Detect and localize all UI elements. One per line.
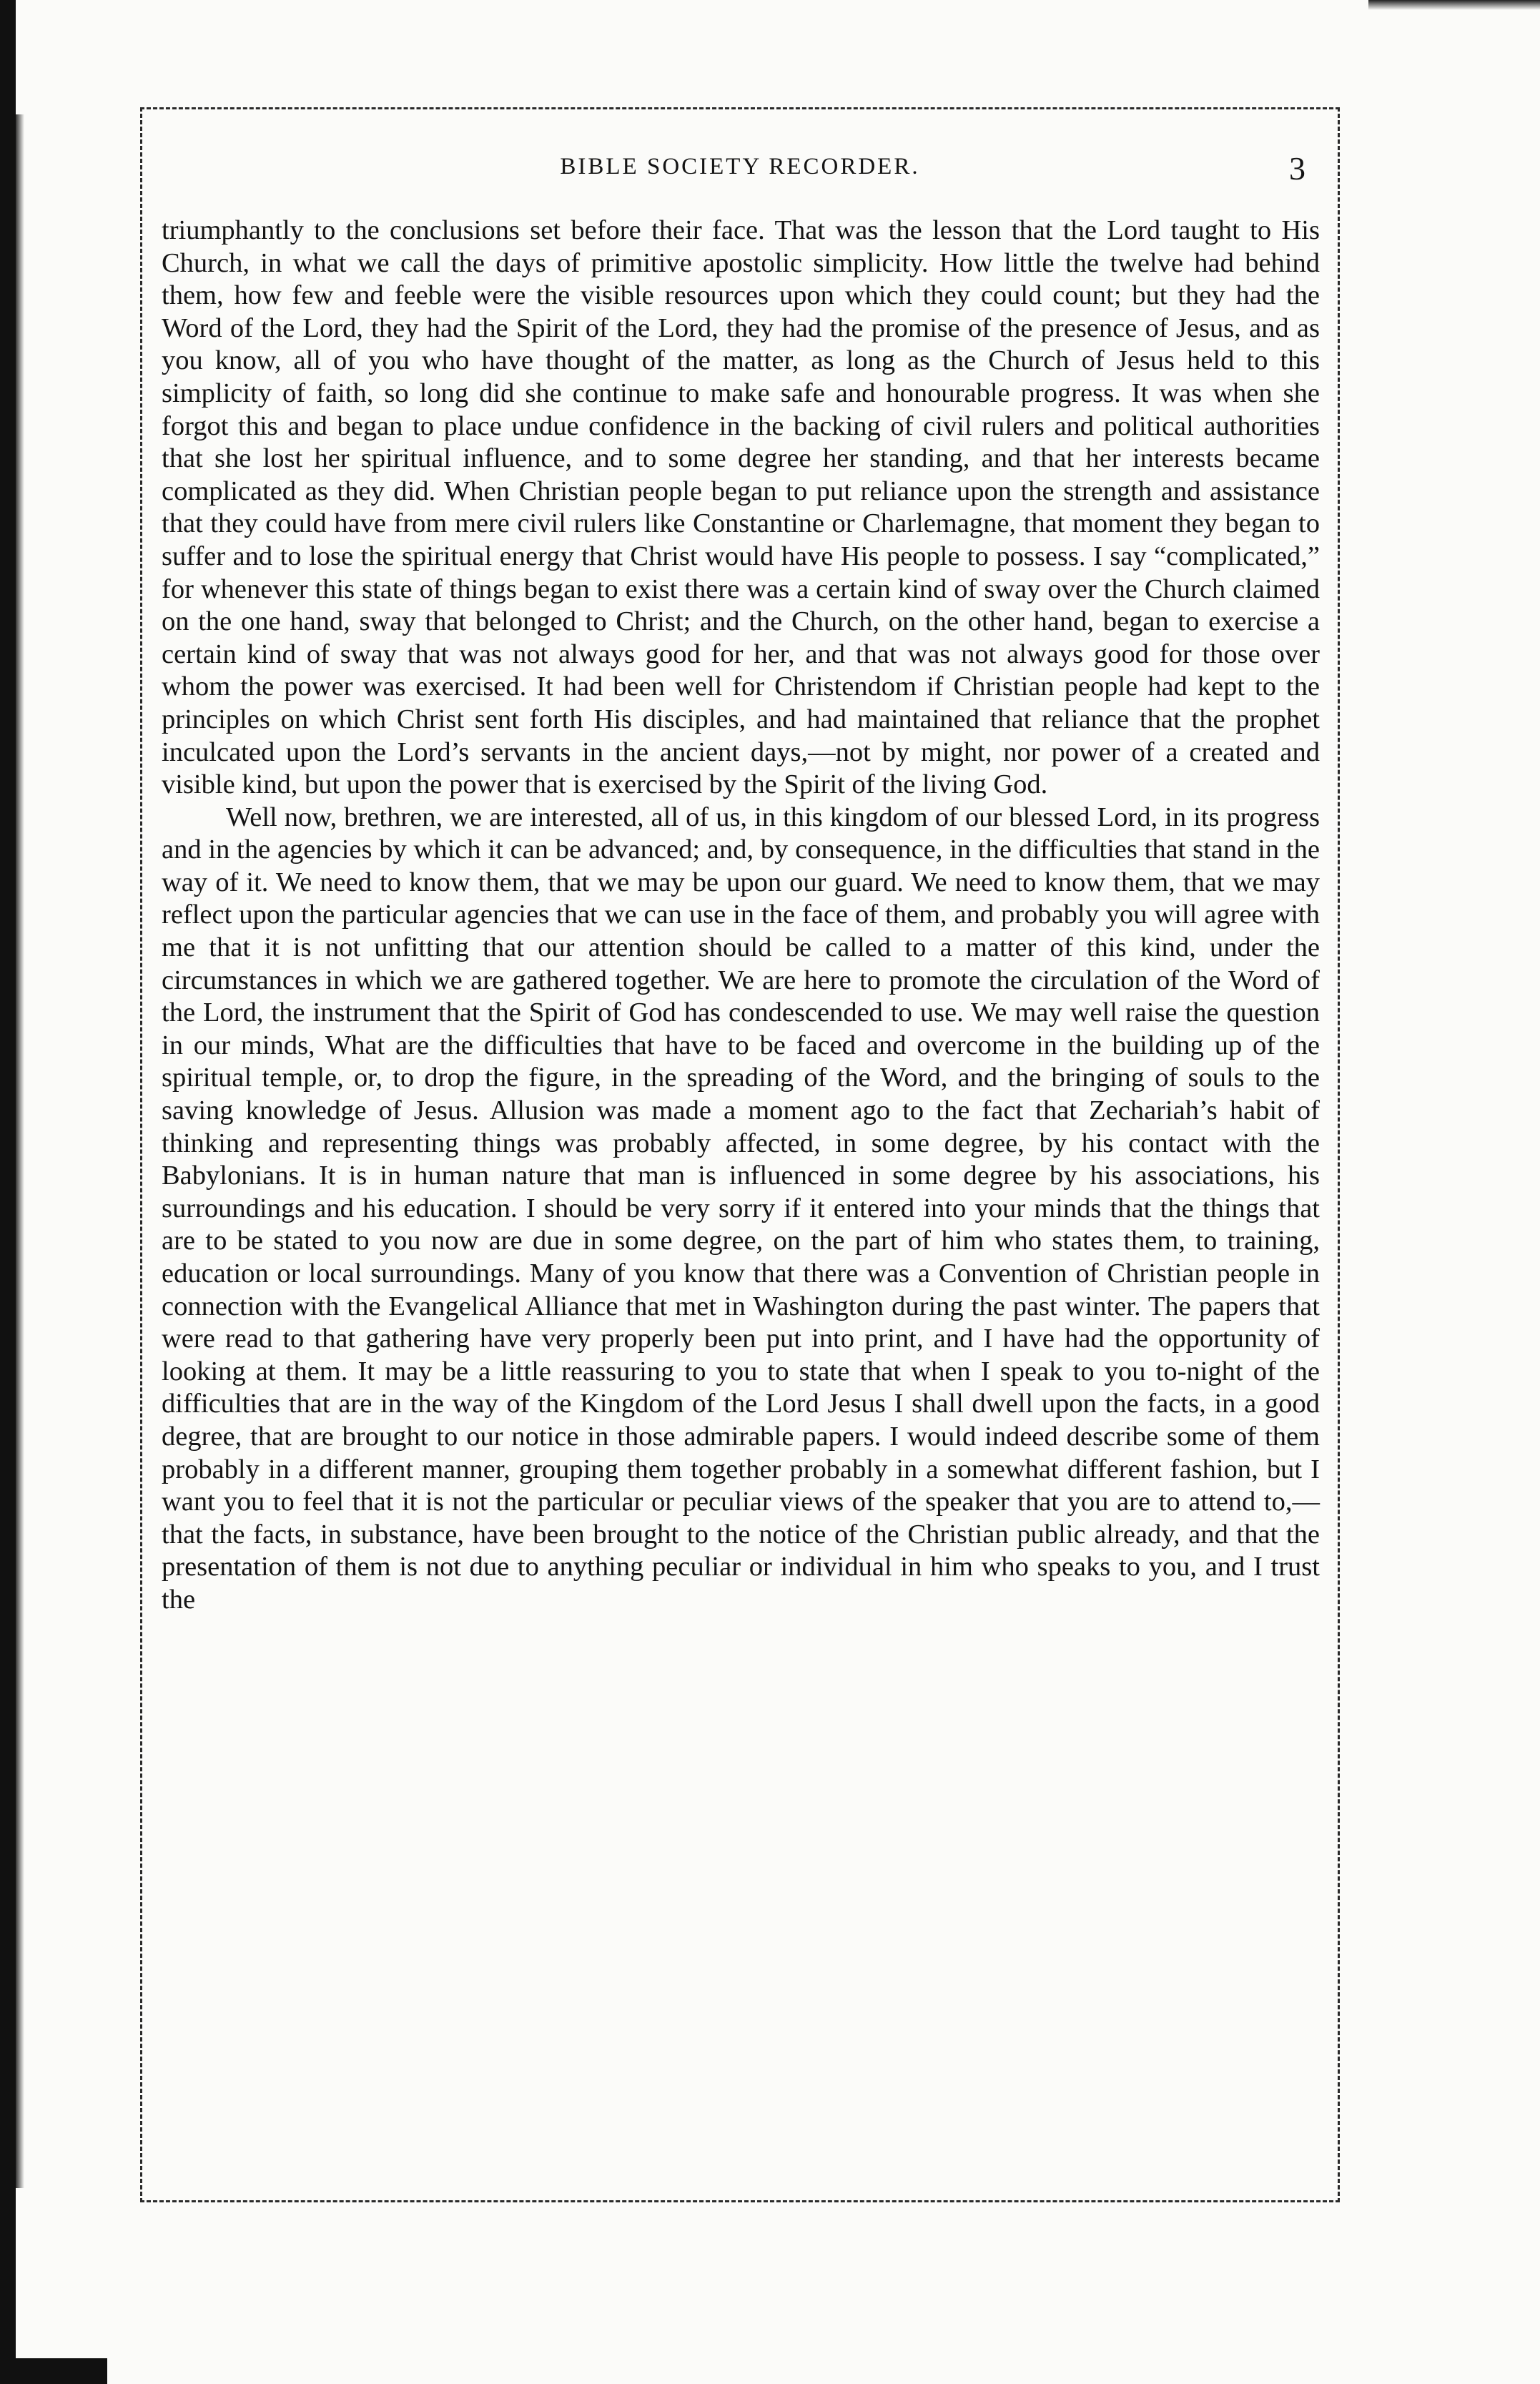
paragraph: triumphantly to the conclusions set before their face. That was the lesson that the Lord taught to His Church, in what we call the days of primitive apostolic simplicity. How little the twelve had behind them, how few and feeble were the visible resources upon which they could count; but they had the Word of the Lord, they had the Spirit of the Lord, they had the promise of the presence of Jesus, and as you know, all of you who have thought of the matter, as long as the Church of Jesus held to this simplicity of faith, so long did she continue to make safe and honourable progress. It was when she forgot this and began to place undue confidence in the backing of civil rulers and political authorities that she lost her spiritual influence, and to some degree her standing, and that her interests became complicated as they did. When Christian people began to put reliance upon the strength and assistance that they could have from mere civil rulers like Constantine or Charlemagne, that moment they began to suffer and to lose the spiritual energy that Christ would have His people to possess. I say “complicated,” for whenever this state of things began to exist there was a certain kind of sway over the Church claimed on the one hand, sway that belonged to Christ; and the Church, on the other hand, began to exercise a certain kind of sway that was not always good for her, and that was not always good for those over whom the power was exercised. It had been well for Christendom if Christian people had kept to the principles on which Christ sent forth His disciples, and had maintained that reliance that the prophet inculcated upon the Lord’s servants in the ancient days,—not by might, nor power of a created and visible kind, but upon the power that is exercised by the Spirit of the living God. [162, 215, 1320, 800]
page-header [140, 150, 1340, 197]
scan-shadow-left [0, 0, 16, 2384]
body-text [162, 215, 1320, 1617]
page-number: 3 [1289, 150, 1305, 187]
scan-shadow-bottom [0, 2358, 107, 2384]
running-title: BIBLE SOCIETY RECORDER. [560, 154, 920, 179]
scan-shadow-gradient [16, 114, 24, 2188]
scan-shadow-top [1368, 0, 1540, 10]
paragraph: Well now, brethren, we are interested, all of us, in this kingdom of our blessed Lord, in its progress and in the agencies by which it can be advanced; and, by consequence, in the difficulties that stand in the way of it. We need to know them, that we may be upon our guard. We need to know them, that we may reflect upon the particular agencies that we can use in the face of them, and probably you will agree with me that it is not unfitting that our attention should be called to a matter of this kind, under the circumstances in which we are gathered together. We are here to promote the circulation of the Word of the Lord, the instrument that the Spirit of God has condescended to use. We may well raise the question in our minds, What are the difficulties that have to be faced and overcome in the building up of the spiritual temple, or, to drop the figure, in the spreading of the Word, and the bringing of souls to the saving knowledge of Jesus. Allusion was made a moment ago to the fact that Zechariah’s habit of thinking and representing things was probably affected, in some degree, by his contact with the Babylonians. It is in human nature that man is influenced in some degree by his associations, his surroundings and his education. I should be very sorry if it entered into your minds that the things that are to be stated to you now are due in some degree, on the part of him who states them, to training, education or local surroundings. Many of you know that there was a Convention of Christian people in connection with the Evangelical Alliance that met in Washington during the past winter. The papers that were read to that gathering have very properly been put into print, and I have had the opportunity of looking at them. It may be a little reassuring to you to state that when I speak to you to-night of the difficulties that are in the way of the Kingdom of the Lord Jesus I shall dwell upon the facts, in a good degree, that are brought to our notice in those admirable papers. I would indeed describe some of them probably in a different manner, grouping them together probably in a somewhat different fashion, but I want you to feel that it is not the particular or peculiar views of the speaker that you are to attend to,—that the facts, in substance, have been brought to the notice of the Christian public already, and that the presentation of them is not due to anything peculiar or individual in him who speaks to you, and I trust the [162, 802, 1320, 1615]
